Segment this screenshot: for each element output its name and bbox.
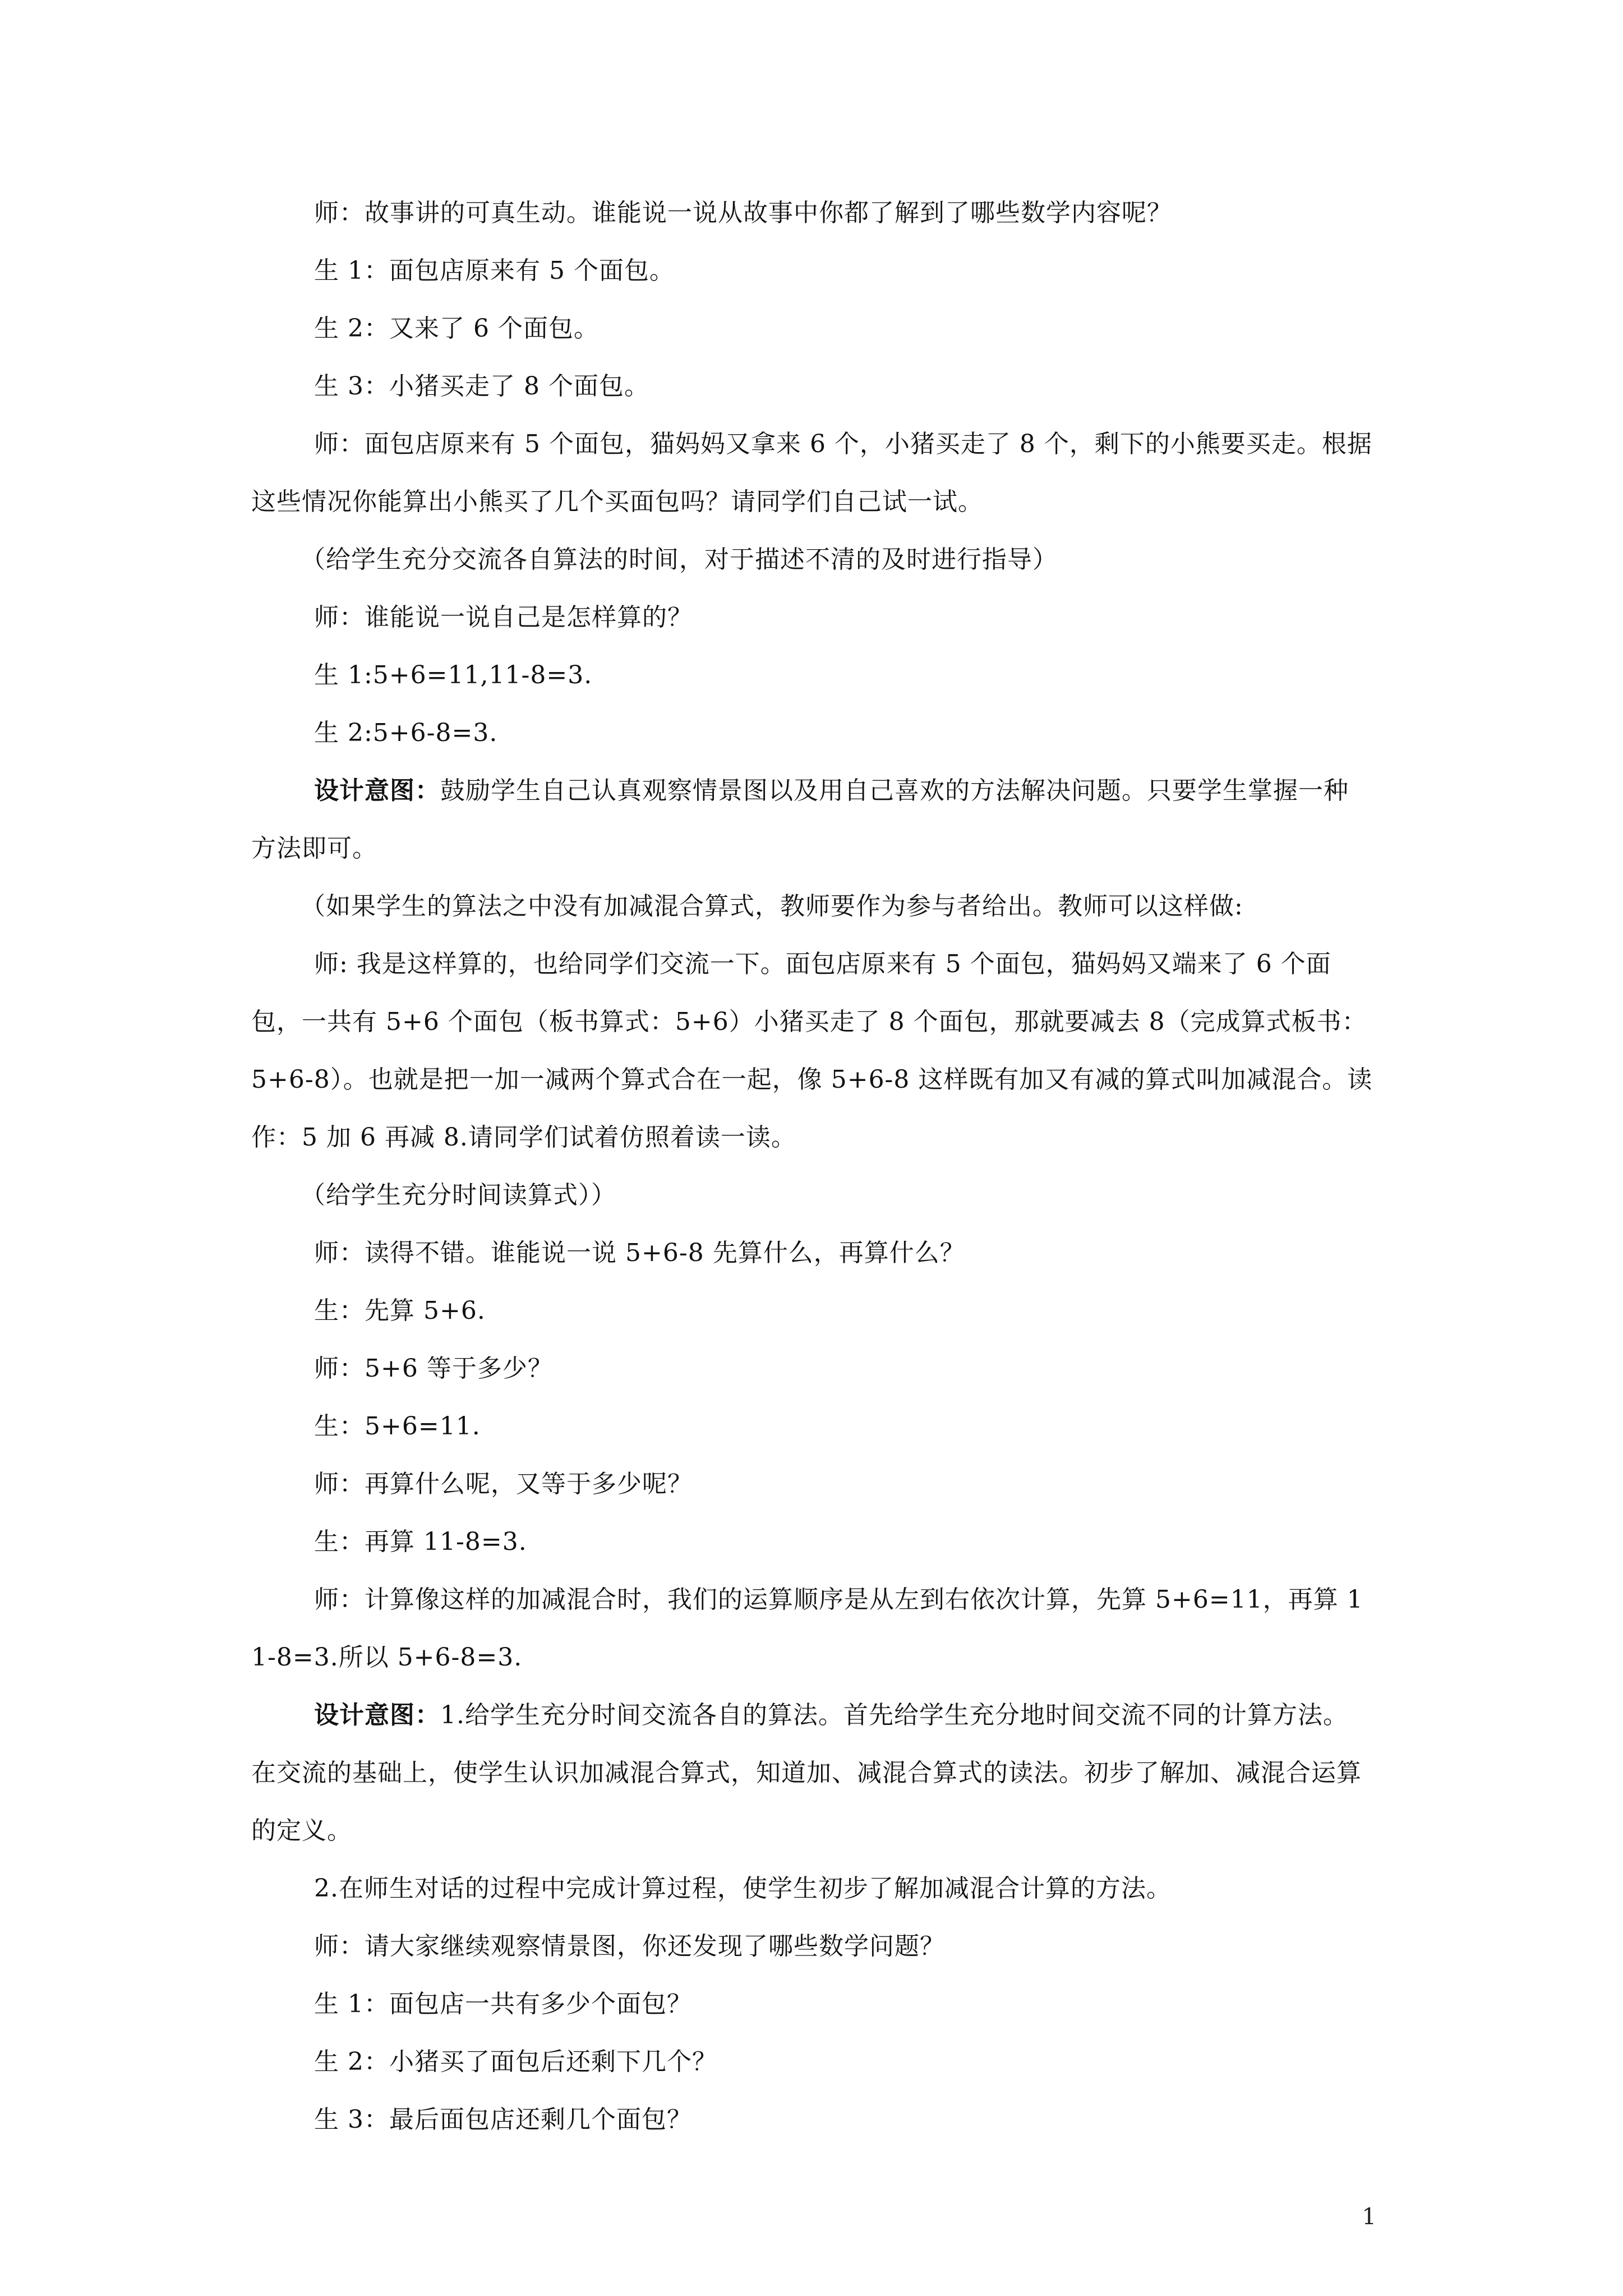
paragraph: 生 3：小猪买走了 8 个面包。 <box>314 372 649 401</box>
document-body <box>251 184 1373 2148</box>
design-intent-text: 鼓励学生自己认真观察情景图以及用自己喜欢的方法解决问题。只要学生掌握一种方法即可。 <box>251 776 1349 863</box>
paragraph: （给学生充分时间读算式）） <box>301 1181 616 1209</box>
paragraph: 师：计算像这样的加减混合时，我们的运算顺序是从左到右依次计算，先算 5+6=11，再算 11-8=3.所以 5+6-8=3. <box>251 1585 1363 1672</box>
design-intent-text: 1.给学生充分时间交流各自的算法。首先给学生充分地时间交流不同的计算方法。在交流的基础上，使学生认识加减混合算式，知道加、减混合算式的读法。初步了解加、减混合运算的定义。 <box>251 1701 1362 1845</box>
paragraph: 师：面包店原来有 5 个面包，猫妈妈又拿来 6 个，小猪买走了 8 个，剩下的小熊要买走。根据这些情况你能算出小熊买了几个买面包吗？请同学们自己试一试。 <box>251 430 1372 516</box>
paragraph: 师: 我是这样算的，也给同学们交流一下。面包店原来有 5 个面包，猫妈妈又端来了 6 个面包，一共有 5+6 个面包（板书算式：5+6）小猪买走了 8 个面包，那就要减去 8（完成算式板书：5+6-8）。也就是把一加一减两个算式合在一起，像 5+6-8 这样既有加又有减的算式叫加减混合。读作：5 加 6 再减 8.请同学们试着仿照着读一读。 <box>251 950 1373 1152</box>
paragraph: 生 1：面包店原来有 5 个面包。 <box>314 256 675 285</box>
paragraph: （如果学生的算法之中没有加减混合算式，教师要作为参与者给出。教师可以这样做: <box>301 892 1243 921</box>
paragraph: 师：请大家继续观察情景图，你还发现了哪些数学问题？ <box>314 1932 945 1961</box>
design-intent-label: 设计意图： <box>314 776 440 805</box>
paragraph: 师：再算什么呢，又等于多少呢？ <box>314 1470 693 1498</box>
paragraph: 生 2：又来了 6 个面包。 <box>314 314 599 343</box>
design-intent-label: 设计意图： <box>314 1701 440 1729</box>
paragraph: 生 1:5+6=11,11-8=3. <box>314 661 593 689</box>
paragraph: 生：再算 11-8=3. <box>314 1527 527 1556</box>
paragraph: 生 1：面包店一共有多少个面包？ <box>314 1990 692 2018</box>
paragraph: 生 2：小猪买了面包后还剩下几个？ <box>314 2047 717 2076</box>
paragraph: 2.在师生对话的过程中完成计算过程，使学生初步了解加减混合计算的方法。 <box>314 1874 1172 1903</box>
paragraph: 师：5+6 等于多少？ <box>314 1354 553 1383</box>
paragraph: 生：先算 5+6. <box>314 1296 486 1325</box>
paragraph: 生 2:5+6-8=3. <box>314 719 498 747</box>
page-number: 1 <box>1362 2204 1376 2230</box>
paragraph: 师：读得不错。谁能说一说 5+6-8 先算什么，再算什么？ <box>314 1239 965 1267</box>
paragraph: 生 3：最后面包店还剩几个面包？ <box>314 2105 692 2134</box>
paragraph: 师：故事讲的可真生动。谁能说一说从故事中你都了解到了哪些数学内容呢？ <box>314 199 1172 227</box>
design-intent-paragraph <box>251 1686 1373 1860</box>
paragraph: 师：谁能说一说自己是怎样算的？ <box>314 603 693 632</box>
paragraph: 生：5+6=11. <box>314 1412 481 1441</box>
design-intent-paragraph <box>251 762 1373 877</box>
paragraph: （给学生充分交流各自算法的时间，对于描述不清的及时进行指导） <box>301 545 1058 574</box>
